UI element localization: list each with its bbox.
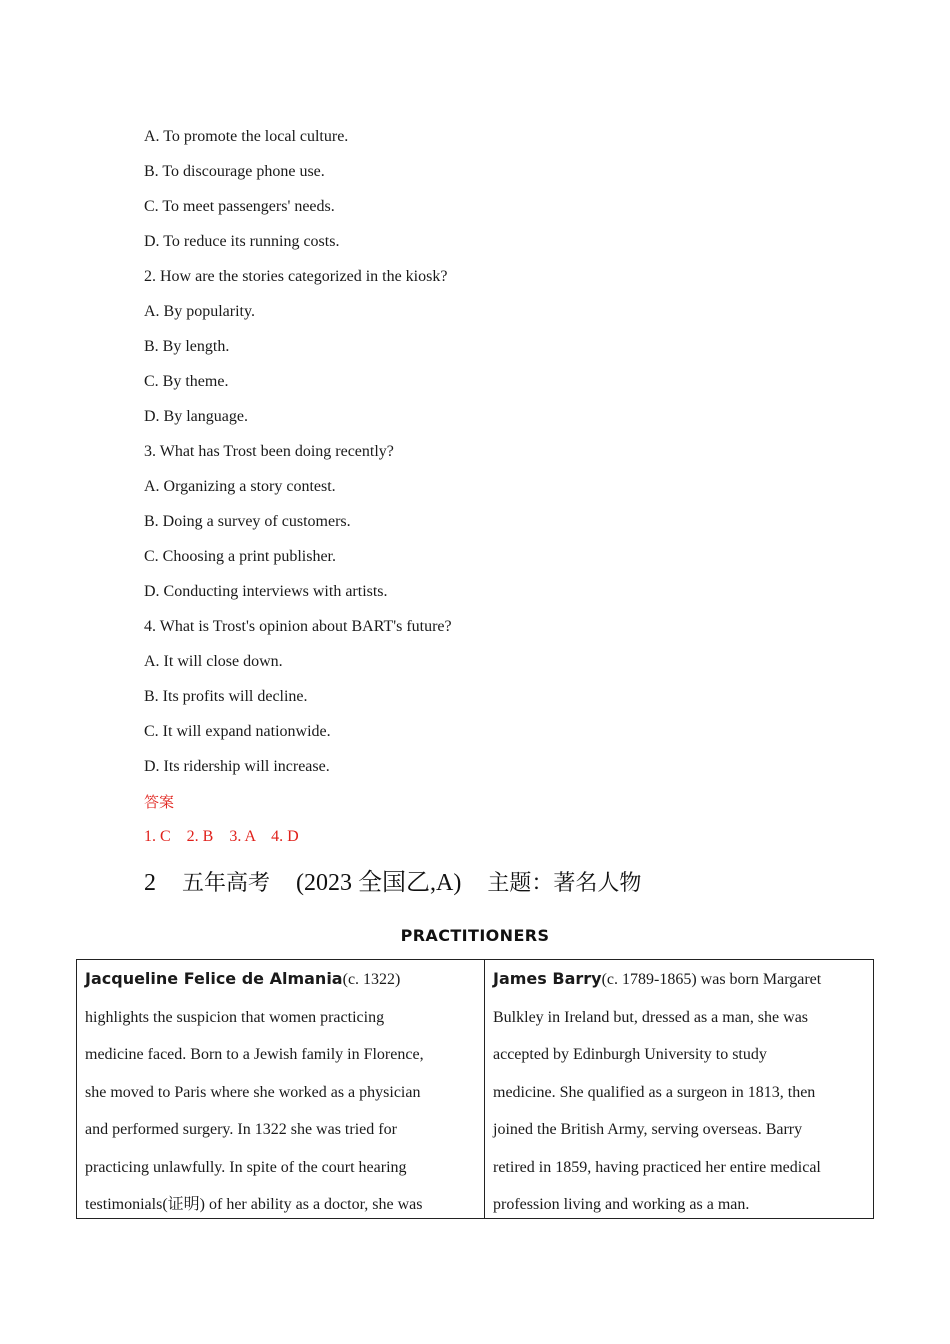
cell-line <box>493 960 865 999</box>
table-cell-barry <box>485 960 873 1218</box>
table-cell-almania <box>77 960 485 1218</box>
option-line: A. Organizing a story contest. <box>144 478 336 495</box>
cell-line: medicine faced. Born to a Jewish family in Florence, <box>85 1046 424 1063</box>
practitioners-table <box>76 959 874 1219</box>
option-line: D. Conducting interviews with artists. <box>144 583 388 600</box>
answer-values: 1. C 2. B 3. A 4. D <box>144 828 299 845</box>
option-line: C. By theme. <box>144 373 229 390</box>
cell-text: (c. 1789-1865) was born Margaret <box>601 971 822 988</box>
option-line: B. To discourage phone use. <box>144 163 325 180</box>
question-2: 2. How are the stories categorized in the kiosk? <box>144 268 448 285</box>
question-3: 3. What has Trost been doing recently? <box>144 443 394 460</box>
section-heading <box>144 866 641 901</box>
table-title: PRACTITIONERS <box>400 926 550 945</box>
option-line: C. Choosing a print publisher. <box>144 548 336 565</box>
cell-line: accepted by Edinburgh University to study <box>493 1046 767 1063</box>
option-line: A. To promote the local culture. <box>144 128 349 145</box>
option-line: B. Its profits will decline. <box>144 688 308 705</box>
cell-line: and performed surgery. In 1322 she was tried for <box>85 1121 397 1138</box>
option-line: B. By length. <box>144 338 230 355</box>
option-line: A. By popularity. <box>144 303 255 320</box>
practitioner-name: James Barry <box>493 969 602 988</box>
practitioner-name: Jacqueline Felice de Almania <box>85 969 343 988</box>
cell-line: Bulkley in Ireland but, dressed as a man, she was <box>493 1008 809 1026</box>
cell-line: she moved to Paris where she worked as a physician <box>85 1083 421 1101</box>
option-line: D. Its ridership will increase. <box>144 758 330 775</box>
option-line: B. Doing a survey of customers. <box>144 513 351 530</box>
option-line: D. To reduce its running costs. <box>144 233 340 250</box>
option-line: D. By language. <box>144 408 248 425</box>
section-topic: 主题：著名人物 <box>487 871 642 896</box>
section-title: 五年高考 <box>182 871 271 896</box>
section-source: (2023 全国乙,A) <box>296 870 462 896</box>
question-4: 4. What is Trost's opinion about BART's future? <box>144 618 452 635</box>
cell-line: profession living and working as a man. <box>493 1196 750 1213</box>
cell-line: highlights the suspicion that women practicing <box>85 1008 385 1026</box>
option-line: A. It will close down. <box>144 653 283 670</box>
cell-line <box>85 960 476 999</box>
option-line: C. To meet passengers' needs. <box>144 198 335 215</box>
option-line: C. It will expand nationwide. <box>144 723 331 740</box>
cell-line: medicine. She qualified as a surgeon in 1813, then <box>493 1083 816 1101</box>
cell-line: retired in 1859, having practiced her entire medical <box>493 1158 821 1176</box>
cell-line: joined the British Army, serving overseas. Barry <box>493 1121 803 1138</box>
cell-line: testimonials(证明) of her ability as a doctor, she was <box>85 1196 423 1213</box>
answer-label: 答案 <box>144 793 175 811</box>
cell-text: (c. 1322) <box>342 971 401 988</box>
section-number: 2 <box>144 870 156 896</box>
cell-line: practicing unlawfully. In spite of the court hearing <box>85 1158 407 1176</box>
question-block <box>144 124 864 859</box>
